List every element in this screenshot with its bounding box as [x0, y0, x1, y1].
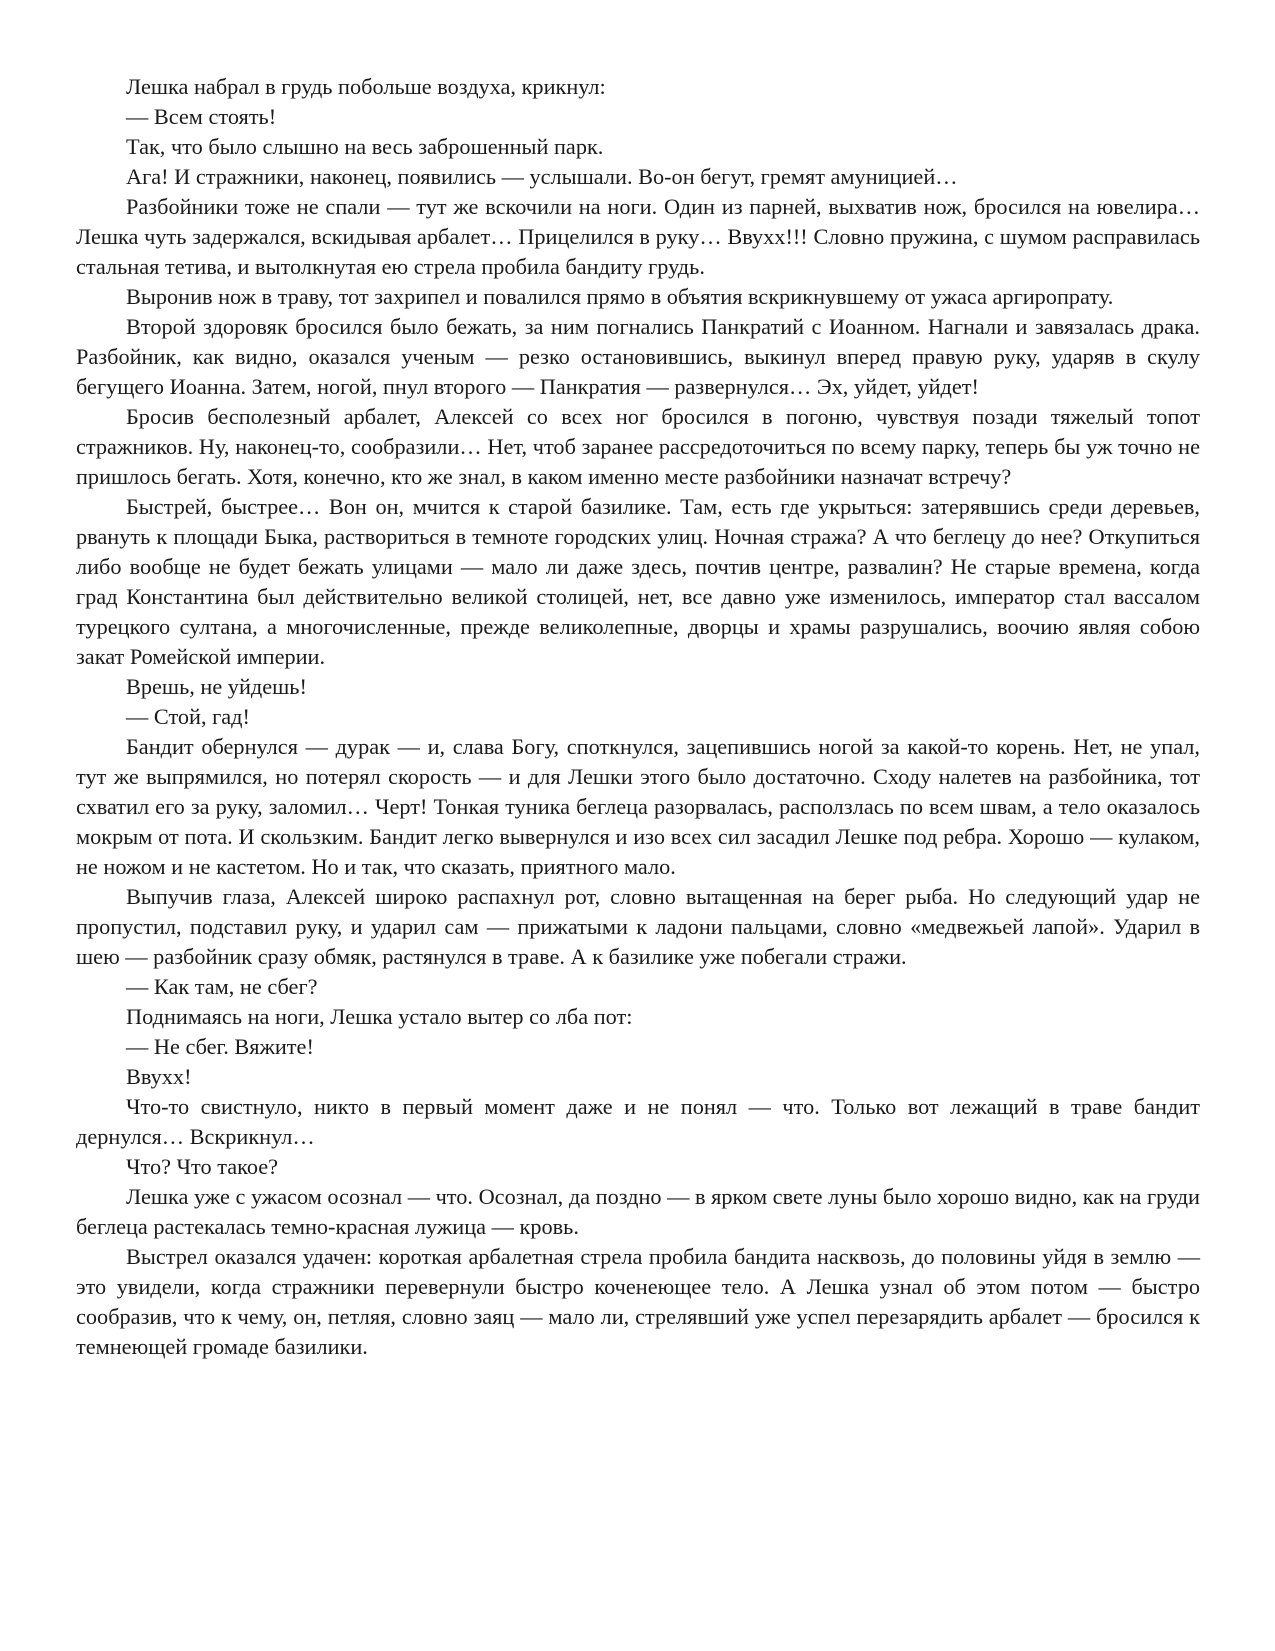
paragraph: Бросив бесполезный арбалет, Алексей со всех ног бросился в погоню, чувствуя позади тяжелый топот стражников. Ну, наконец-то, сообразили… Нет, чтоб заранее рассредоточиться по всему парку, теперь бы уж точно не пришлось бегать. Хотя, конечно, кто же знал, в каком именно месте разбойники назначат встречу? — [76, 404, 1200, 489]
paragraph: Ввухх! — [126, 1064, 192, 1089]
paragraph: Лешка набрал в грудь побольше воздуха, крикнул: — [126, 74, 606, 99]
paragraph: Быстрей, быстрее… Вон он, мчится к старой базилике. Там, есть где укрыться: затерявшись среди деревьев, рвануть к площади Быка, раствориться в темноте городских улиц. Ночная стража? А что беглецу до нее? Откупиться либо вообще не будет бежать улицами — мало ли даже здесь, почтив центре, развалин? Не старые времена, когда град Константина был действительно великой столицей, нет, все давно уже изменилось, император стал вассалом турецкого султана, а многочисленные, прежде великолепные, дворцы и храмы разрушались, воочию являя собою закат Ромейской империи. — [76, 494, 1200, 669]
paragraph: — Всем стоять! — [126, 104, 277, 129]
paragraph: — Стой, гад! — [126, 704, 250, 729]
paragraph: Поднимаясь на ноги, Лешка устало вытер со лба пот: — [126, 1004, 633, 1029]
paragraph: — Как там, не сбег? — [126, 974, 318, 999]
paragraph: Выронив нож в траву, тот захрипел и повалился прямо в объятия вскрикнувшему от ужаса аргиропрату. — [126, 284, 1114, 309]
paragraph: Ага! И стражники, наконец, появились — услышали. Во-он бегут, гремят амуницией… — [126, 164, 958, 189]
paragraph: Выпучив глаза, Алексей широко распахнул рот, словно вытащенная на берег рыба. Но следующий удар не пропустил, подставил руку, и ударил сам — прижатыми к ладони пальцами, словно «медвежьей лапой». Ударил в шею — разбойник сразу обмяк, растянулся в траве. А к базилике уже побегали стражи. — [76, 884, 1200, 969]
paragraph: Что? Что такое? — [126, 1154, 279, 1179]
paragraph: Бандит обернулся — дурак — и, слава Богу, споткнулся, зацепившись ногой за какой-то корень. Нет, не упал, тут же выпрямился, но потерял скорость — и для Лешки этого было достаточно. Сходу налетев на разбойника, тот схватил его за руку, заломил… Черт! Тонкая туника беглеца разорвалась, расползлась по всем швам, а тело оказалось мокрым от пота. И скользким. Бандит легко вывернулся и изо всех сил засадил Лешке под ребра. Хорошо — кулаком, не ножом и не кастетом. Но и так, что сказать, приятного мало. — [76, 734, 1200, 879]
paragraph: Второй здоровяк бросился было бежать, за ним погнались Панкратий с Иоанном. Нагнали и завязалась драка. Разбойник, как видно, оказался ученым — резко остановившись, выкинул вперед правую руку, ударяв в скулу бегущего Иоанна. Затем, ногой, пнул второго — Панкратия — развернулся… Эх, уйдет, уйдет! — [76, 314, 1200, 399]
paragraph: Выстрел оказался удачен: короткая арбалетная стрела пробила бандита насквозь, до половины уйдя в землю — это увидели, когда стражники перевернули быстро коченеющее тело. А Лешка узнал об этом потом — быстро сообразив, что к чему, он, петляя, словно заяц — мало ли, стрелявший уже успел перезарядить арбалет — бросился к темнеющей громаде базилики. — [76, 1244, 1200, 1359]
document-page — [76, 72, 1200, 1362]
paragraph: Так, что было слышно на весь заброшенный парк. — [126, 134, 604, 159]
paragraph: Лешка уже с ужасом осознал — что. Осознал, да поздно — в ярком свете луны было хорошо видно, как на груди беглеца растекалась темно-красная лужица — кровь. — [76, 1184, 1200, 1239]
paragraph: — Не сбег. Вяжите! — [126, 1034, 314, 1059]
paragraph: Что-то свистнуло, никто в первый момент даже и не понял — что. Только вот лежащий в траве бандит дернулся… Вскрикнул… — [76, 1094, 1200, 1149]
paragraph: Разбойники тоже не спали — тут же вскочили на ноги. Один из парней, выхватив нож, бросился на ювелира… Лешка чуть задержался, вскидывая арбалет… Прицелился в руку… Ввухх!!! Словно пружина, с шумом расправилась стальная тетива, и вытолкнутая ею стрела пробила бандиту грудь. — [76, 194, 1200, 279]
paragraph: Врешь, не уйдешь! — [126, 674, 307, 699]
